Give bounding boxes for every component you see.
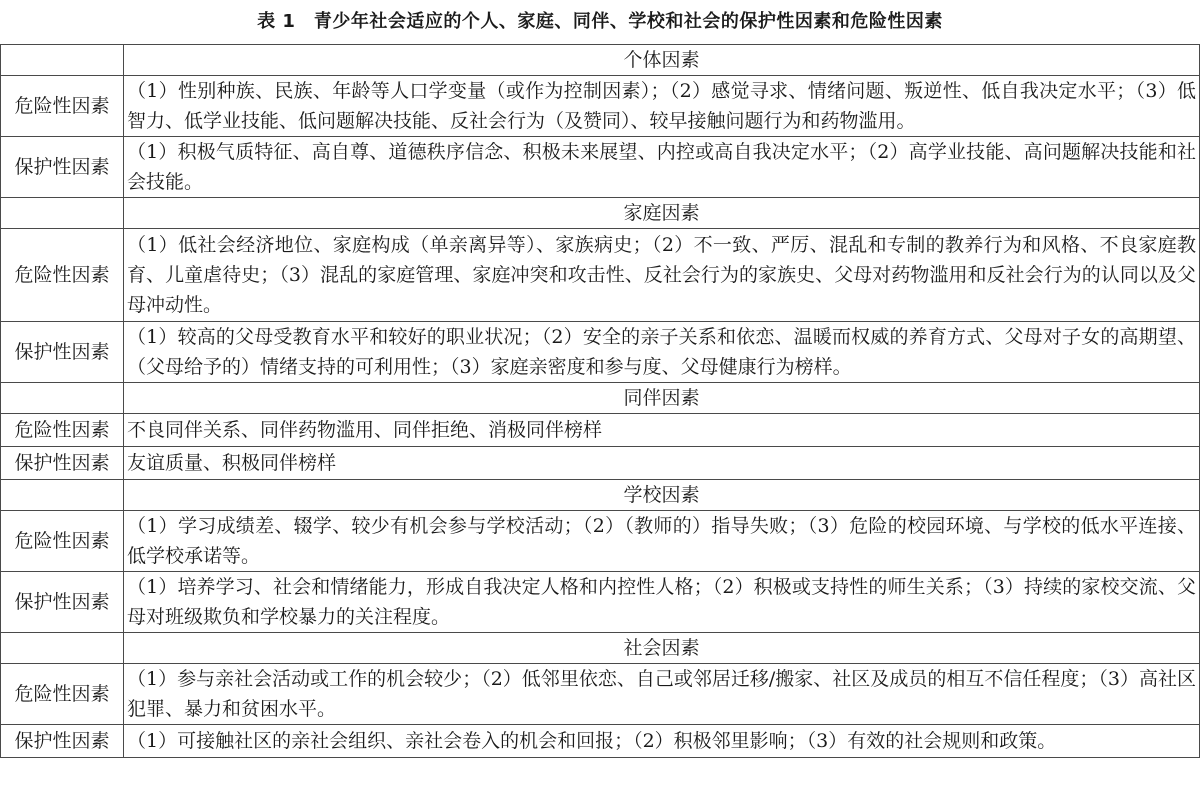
section-title: 家庭因素 bbox=[124, 198, 1200, 229]
section-header-blank-cell bbox=[1, 383, 124, 414]
section-header-row bbox=[1, 480, 1200, 511]
section-title: 社会因素 bbox=[124, 633, 1200, 664]
section-header-blank-cell bbox=[1, 633, 124, 664]
factor-description: （1）参与亲社会活动或工作的机会较少；（2）低邻里依恋、自己或邻居迁移/搬家、社区及成员的相互不信任程度；（3）高社区犯罪、暴力和贫困水平。 bbox=[124, 664, 1200, 725]
factor-type-label: 危险性因素 bbox=[1, 76, 124, 137]
table-row bbox=[1, 137, 1200, 198]
section-header-blank-cell bbox=[1, 45, 124, 76]
factor-type-label: 保护性因素 bbox=[1, 137, 124, 198]
factor-description: 不良同伴关系、同伴药物滥用、同伴拒绝、消极同伴榜样 bbox=[124, 414, 1200, 447]
table-row bbox=[1, 229, 1200, 322]
factor-type-label: 保护性因素 bbox=[1, 725, 124, 758]
factor-description: （1）性别种族、民族、年龄等人口学变量（或作为控制因素）；（2）感觉寻求、情绪问题、叛逆性、低自我决定水平；（3）低智力、低学业技能、低问题解决技能、反社会行为（及赞同）、较早接触问题行为和药物滥用。 bbox=[124, 76, 1200, 137]
factor-description: （1）培养学习、社会和情绪能力，形成自我决定人格和内控性人格；（2）积极或支持性的师生关系；（3）持续的家校交流、父母对班级欺负和学校暴力的关注程度。 bbox=[124, 572, 1200, 633]
table-caption: 表 1 青少年社会适应的个人、家庭、同伴、学校和社会的保护性因素和危险性因素 bbox=[257, 11, 943, 32]
factor-description: 友谊质量、积极同伴榜样 bbox=[124, 447, 1200, 480]
factor-description: （1）可接触社区的亲社会组织、亲社会卷入的机会和回报；（2）积极邻里影响；（3）有效的社会规则和政策。 bbox=[124, 725, 1200, 758]
section-header-blank-cell bbox=[1, 480, 124, 511]
factor-table-container bbox=[0, 44, 1200, 796]
section-title: 学校因素 bbox=[124, 480, 1200, 511]
factor-type-label: 保护性因素 bbox=[1, 572, 124, 633]
factor-table bbox=[0, 44, 1200, 758]
section-title: 个体因素 bbox=[124, 45, 1200, 76]
factor-type-label: 危险性因素 bbox=[1, 664, 124, 725]
factor-description: （1）学习成绩差、辍学、较少有机会参与学校活动；（2）（教师的）指导失败；（3）危险的校园环境、与学校的低水平连接、低学校承诺等。 bbox=[124, 511, 1200, 572]
factor-description: （1）较高的父母受教育水平和较好的职业状况；（2）安全的亲子关系和依恋、温暖而权威的养育方式、父母对子女的高期望、（父母给予的）情绪支持的可利用性；（3）家庭亲密度和参与度、父母健康行为榜样。 bbox=[124, 322, 1200, 383]
table-row bbox=[1, 447, 1200, 480]
table-row bbox=[1, 322, 1200, 383]
table-row bbox=[1, 572, 1200, 633]
section-header-blank-cell bbox=[1, 198, 124, 229]
table-row bbox=[1, 511, 1200, 572]
section-title: 同伴因素 bbox=[124, 383, 1200, 414]
table-row bbox=[1, 664, 1200, 725]
factor-table-body bbox=[1, 45, 1200, 758]
factor-type-label: 保护性因素 bbox=[1, 322, 124, 383]
section-header-row bbox=[1, 633, 1200, 664]
table-row bbox=[1, 725, 1200, 758]
section-header-row bbox=[1, 383, 1200, 414]
factor-type-label: 危险性因素 bbox=[1, 511, 124, 572]
factor-type-label: 保护性因素 bbox=[1, 447, 124, 480]
section-header-row bbox=[1, 45, 1200, 76]
section-header-row bbox=[1, 198, 1200, 229]
table-row bbox=[1, 76, 1200, 137]
table-row bbox=[1, 414, 1200, 447]
factor-type-label: 危险性因素 bbox=[1, 229, 124, 322]
factor-description: （1）积极气质特征、高自尊、道德秩序信念、积极未来展望、内控或高自我决定水平；（2）高学业技能、高问题解决技能和社会技能。 bbox=[124, 137, 1200, 198]
factor-description: （1）低社会经济地位、家庭构成（单亲离异等）、家族病史；（2）不一致、严厉、混乱和专制的教养行为和风格、不良家庭教育、儿童虐待史；（3）混乱的家庭管理、家庭冲突和攻击性、反社会行为的家族史、父母对药物滥用和反社会行为的认同以及父母冲动性。 bbox=[124, 229, 1200, 322]
factor-type-label: 危险性因素 bbox=[1, 414, 124, 447]
